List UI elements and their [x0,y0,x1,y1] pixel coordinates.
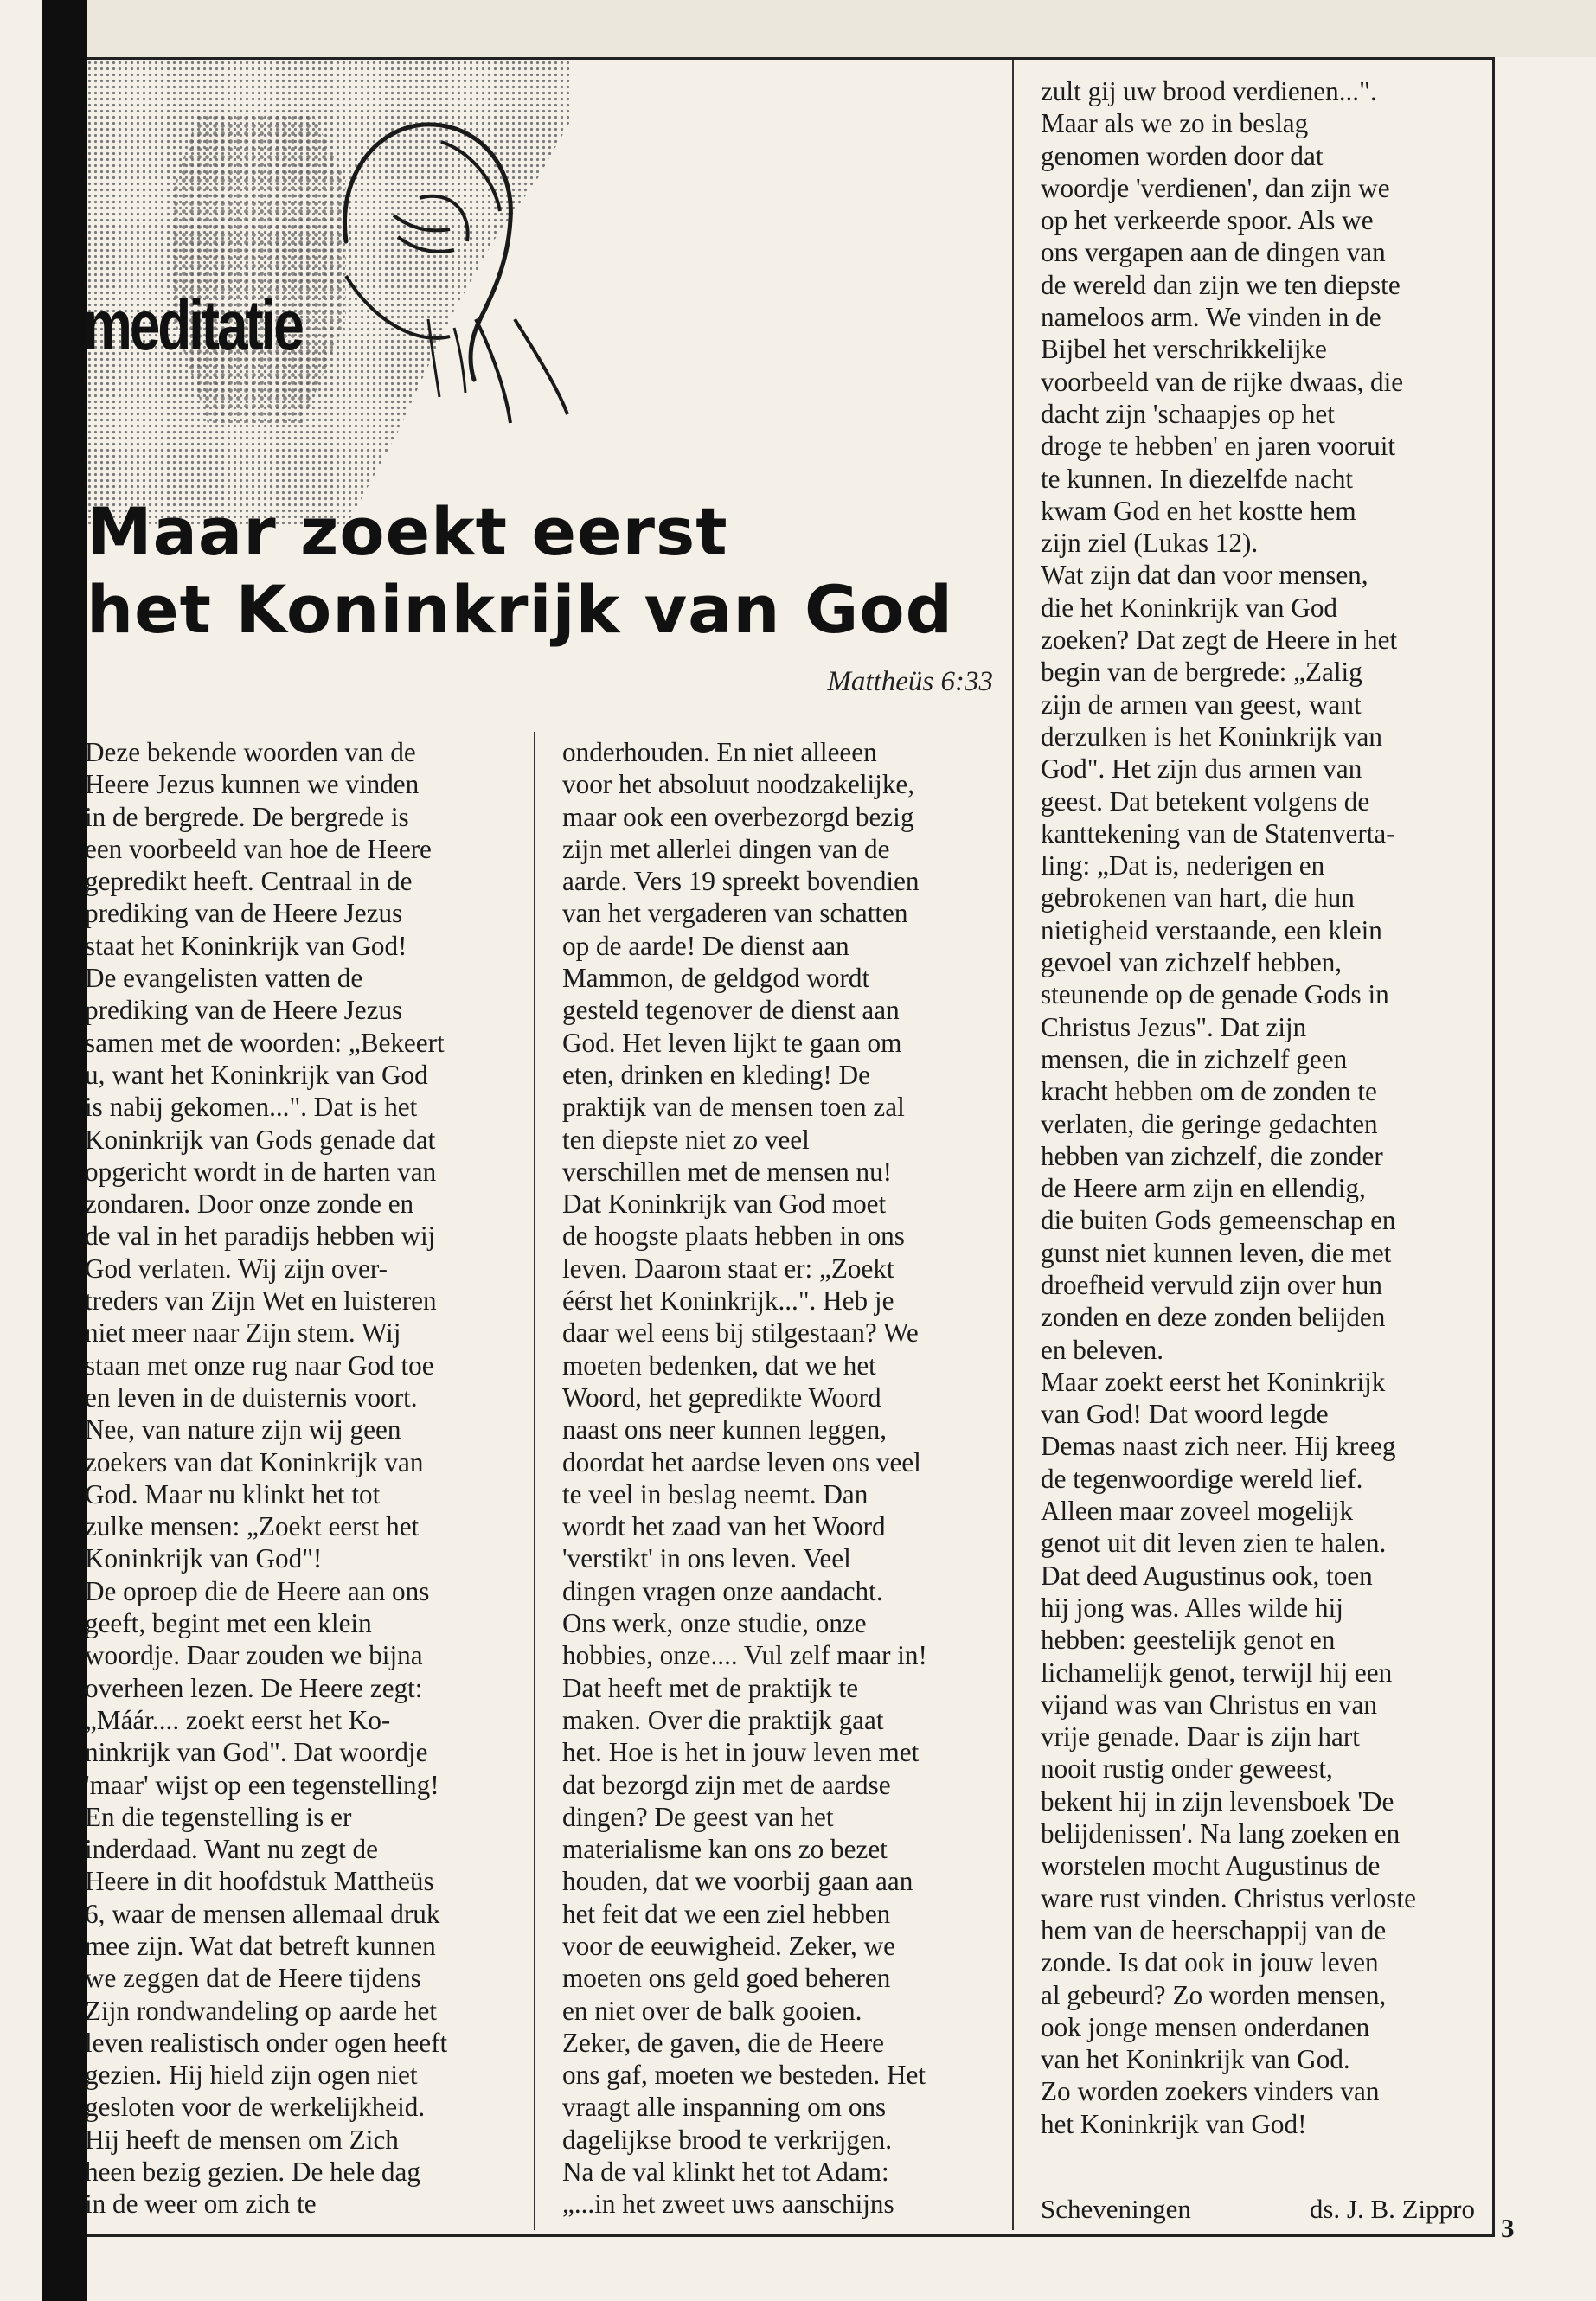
text-line: En die tegenstelling is er [85,1801,352,1832]
text-line: God. Het leven lijkt te gaan om [562,1027,902,1058]
article-title [87,493,1003,649]
paragraph [85,736,522,1575]
text-line: de hoogste plaats hebben in ons [562,1221,905,1252]
text-line: kanttekening van de Statenverta- [1041,817,1395,849]
text-line: Koninkrijk van God"! [85,1543,323,1574]
text-line: van God! Dat woord legde [1041,1399,1329,1430]
text-line: 'verstikt' in ons leven. Veel [562,1543,851,1574]
text-line: God verlaten. Wij zijn over- [85,1253,388,1284]
text-line: zonden en deze zonden belijden [1041,1302,1386,1333]
text-line: derzulken is het Koninkrijk van [1041,721,1382,752]
text-line: overheen lezen. De Heere zegt: [85,1672,423,1703]
text-line: wordt het zaad van het Woord [562,1511,886,1542]
text-line: zijn ziel (Lukas 12). [1041,528,1259,559]
text-column-3 [1041,75,1484,2140]
paragraph [85,1575,522,2221]
page-top-band [42,0,1596,57]
text-line: gebrokenen van hart, die hun [1041,882,1355,913]
text-line: maken. Over die praktijk gaat [562,1704,884,1735]
text-line: de Heere arm zijn en ellendig, [1041,1173,1366,1204]
text-line: Heere Jezus kunnen we vinden [85,769,420,800]
text-line: lichamelijk genot, terwijl hij een [1041,1657,1393,1688]
text-line: u, want het Koninkrijk van God [85,1059,428,1090]
text-column-2 [562,736,1003,2221]
text-line: hebben: geestelijk genot en [1041,1625,1336,1656]
text-line: hebben van zichzelf, die zonder [1041,1140,1383,1171]
text-line: mee zijn. Wat dat betreft kunnen [85,1930,436,1961]
text-line: daar wel eens bij stilgestaan? We [562,1317,919,1349]
text-line: ling: „Dat is, nederigen en [1041,850,1325,881]
article-title-line: het Koninkrijk van God [87,571,953,648]
text-line: Zo worden zoekers vinders van [1041,2076,1380,2107]
text-line: materialisme kan ons zo bezet [562,1834,888,1865]
text-line: dat bezorgd zijn met de aardse [562,1769,891,1800]
text-line: leven realistisch onder ogen heeft [85,2027,448,2058]
text-line: prediking van de Heere Jezus [85,995,403,1026]
text-line: Hij heeft de mensen om Zich [85,2124,399,2155]
text-line: inderdaad. Want nu zegt de [85,1834,378,1865]
text-line: De oproep die de Heere aan ons [85,1575,430,1606]
text-line: Zijn rondwandeling op aarde het [85,1995,438,2026]
text-line: gunst niet kunnen leven, die met [1041,1237,1392,1268]
text-line: woordje 'verdienen', dan zijn we [1041,172,1390,203]
text-line: Koninkrijk van Gods genade dat [85,1124,436,1155]
text-line: voorbeeld van de rijke dwaas, die [1041,366,1404,397]
text-line: gepredikt heeft. Centraal in de [85,866,413,897]
text-line: dacht zijn 'schaapjes op het [1041,398,1335,429]
text-line: leven. Daarom staat er: „Zoekt [562,1253,894,1284]
text-line: de val in het paradijs hebben wij [85,1221,436,1252]
article-title-line: Maar zoekt eerst [87,493,728,570]
text-line: God. Maar nu klinkt het tot [85,1478,381,1509]
text-line: opgericht wordt in de harten van [85,1156,437,1187]
text-line: bekent hij in zijn levensboek 'De [1041,1785,1394,1817]
text-line: het feit dat we een ziel hebben [562,1898,891,1929]
text-line: nietigheid verstaande, een klein [1041,914,1382,945]
text-line: van het Koninkrijk van God. [1041,2044,1350,2075]
text-line: ware rust vinden. Christus verloste [1041,1882,1416,1913]
text-line: staan met onze rug naar God toe [85,1349,434,1381]
text-line: vijand was van Christus en van [1041,1689,1377,1720]
text-line: ten diepste niet zo veel [562,1124,810,1155]
text-line: en leven in de duisternis voort. [85,1381,418,1413]
text-line: aarde. Vers 19 spreekt bovendien [562,866,920,897]
text-line: staat het Koninkrijk van God! [85,930,407,961]
text-line: zulke mensen: „Zoekt eerst het [85,1511,420,1542]
text-line: Demas naast zich neer. Hij kreeg [1041,1431,1396,1462]
text-line: zoekers van dat Koninkrijk van [85,1446,424,1477]
text-line: zijn met allerlei dingen van de [562,833,890,864]
text-line: houden, dat we voorbij gaan aan [562,1866,913,1897]
binding-edge [42,0,87,2301]
text-line: we zeggen dat de Heere tijdens [85,1963,421,1994]
text-line: 6, waar de mensen allemaal druk [85,1898,440,1929]
text-line: Zeker, de gaven, die de Heere [562,2027,884,2058]
text-line: „...in het zweet uws aanschijns [562,2189,894,2220]
text-line: Woord, het gepredikte Woord [562,1381,881,1413]
text-line: is nabij gekomen...". Dat is het [85,1092,418,1123]
text-line: die het Koninkrijk van God [1041,592,1338,623]
text-line: ninkrijk van God". Dat woordje [85,1737,428,1768]
text-line: hem van de heerschappij van de [1041,1914,1387,1945]
text-line: praktijk van de mensen toen zal [562,1092,905,1123]
text-line: eten, drinken en kleding! De [562,1059,870,1090]
text-line: Wat zijn dat dan voor mensen, [1041,560,1368,591]
text-line: dingen? De geest van het [562,1801,834,1832]
text-line: maar ook een overbezorgd bezig [562,801,914,832]
page-number: 3 [1501,2213,1515,2243]
text-line: belijdenissen'. Na lang zoeken en [1041,1818,1401,1849]
paragraph [1041,559,1484,1365]
text-line: steunende op de genade Gods in [1041,979,1389,1010]
text-line: verlaten, die geringe gedachten [1041,1108,1378,1139]
text-line: zult gij uw brood verdienen...". [1041,76,1377,106]
text-line: Maar als we zo in beslag [1041,108,1309,139]
text-line: die buiten Gods gemeenschap en [1041,1205,1396,1236]
text-line: worstelen mocht Augustinus de [1041,1850,1381,1881]
text-line: droge te hebben' en jaren vooruit [1041,431,1396,462]
text-line: Deze bekende woorden van de [85,737,416,767]
text-line: hij jong was. Alles wilde hij [1041,1592,1343,1623]
text-line: vrije genade. Daar is zijn hart [1041,1721,1360,1753]
text-line: en niet over de balk gooien. [562,1995,862,2026]
text-line: treders van Zijn Wet en luisteren [85,1285,437,1317]
text-line: ons gaf, moeten we besteden. Het [562,2060,926,2091]
text-line: het Koninkrijk van God! [1041,2108,1307,2139]
signature [1041,2194,1475,2225]
text-line: ons vergapen aan de dingen van [1041,237,1386,268]
text-line: dagelijkse brood te verkrijgen. [562,2124,893,2155]
text-line: God". Het zijn dus armen van [1041,753,1362,785]
text-line: op de aarde! De dienst aan [562,930,849,961]
text-line: gesteld tegenover de dienst aan [562,995,900,1026]
text-line: moeten bedenken, dat we het [562,1349,876,1381]
text-line: nameloos arm. We vinden in de [1041,302,1381,333]
text-line: en beleven. [1041,1334,1164,1365]
paragraph [562,736,1003,2221]
text-line: gevoel van zichzelf hebben, [1041,947,1343,978]
text-line: hobbies, onze.... Vul zelf maar in! [562,1640,927,1671]
text-line: geest. Dat betekent volgens de [1041,785,1370,817]
text-line: doordat het aardse leven ons veel [562,1446,921,1477]
paragraph [1041,1366,1484,2140]
text-line: prediking van de Heere Jezus [85,898,403,929]
text-line: de tegenwoordige wereld lief. [1041,1463,1363,1494]
text-line: Na de val klinkt het tot Adam: [562,2157,889,2188]
text-line: Maar zoekt eerst het Koninkrijk [1041,1366,1386,1397]
text-line: voor het absoluut noodzakelijke, [562,769,915,800]
text-line: in de bergrede. De bergrede is [85,801,409,832]
text-line: heen bezig gezien. De hele dag [85,2157,420,2188]
text-line: al gebeurd? Zo worden mensen, [1041,1979,1387,2010]
text-line: voor de eeuwigheid. Zeker, we [562,1930,895,1961]
text-line: samen met de woorden: „Bekeert [85,1027,445,1058]
text-line: van het vergaderen van schatten [562,898,908,929]
text-line: Heere in dit hoofdstuk Mattheüs [85,1866,434,1897]
text-line: éérst het Koninkrijk...". Heb je [562,1285,894,1317]
text-line: 'maar' wijst op een tegenstelling! [85,1769,439,1800]
text-line: vraagt alle inspanning om ons [562,2092,887,2123]
text-line: te veel in beslag neemt. Dan [562,1478,869,1509]
text-line: Ons werk, onze studie, onze [562,1608,867,1639]
text-line: Dat Koninkrijk van God moet [562,1189,887,1220]
text-line: dingen vragen onze aandacht. [562,1575,883,1606]
paragraph [1041,75,1484,559]
text-column-1 [85,736,522,2221]
text-line: De evangelisten vatten de [85,963,363,994]
text-line: genot uit dit leven zien te halen. [1041,1528,1387,1559]
text-line: een voorbeeld van hoe de Heere [85,833,432,864]
text-line: onderhouden. En niet alleeen [562,737,877,767]
text-line: Dat deed Augustinus ook, toen [1041,1560,1373,1591]
text-line: zondaren. Door onze zonde en [85,1189,414,1220]
column-divider [1012,60,1014,2230]
text-line: Mammon, de geldgod wordt [562,963,870,994]
text-line: woordje. Daar zouden we bijna [85,1640,423,1671]
text-line: kwam God en het kostte hem [1041,495,1356,526]
text-line: zoeken? Dat zegt de Heere in het [1041,625,1398,656]
text-line: „Máár.... zoekt eerst het Ko- [85,1704,391,1735]
bible-reference: Mattheüs 6:33 [827,666,993,697]
text-line: gesloten voor de werkelijkheid. [85,2092,426,2123]
text-line: Bijbel het verschrikkelijke [1041,334,1327,365]
text-line: in de weer om zich te [85,2189,317,2220]
signature-place: Scheveningen [1041,2194,1191,2224]
text-line: Dat heeft met de praktijk te [562,1672,859,1703]
text-line: moeten ons geld goed beheren [562,1963,891,1994]
text-line: Alleen maar zoveel mogelijk [1041,1496,1354,1527]
text-line: nooit rustig onder geweest, [1041,1753,1333,1785]
text-line: de wereld dan zijn we ten diepste [1041,269,1401,300]
text-line: ook jonge mensen onderdanen [1041,2011,1370,2042]
text-line: het. Hoe is het in jouw leven met [562,1737,920,1768]
text-line: zijn de armen van geest, want [1041,689,1362,720]
text-line: op het verkeerde spoor. Als we [1041,205,1374,236]
text-line: kracht hebben om de zonden te [1041,1076,1377,1107]
section-label: meditatie [83,286,302,365]
text-line: droefheid vervuld zijn over hun [1041,1269,1382,1300]
text-line: niet meer naar Zijn stem. Wij [85,1317,401,1349]
text-line: te kunnen. In diezelfde nacht [1041,463,1354,494]
signature-author: ds. J. B. Zippro [1309,2194,1475,2224]
text-line: verschillen met de mensen nu! [562,1156,893,1187]
text-line: Christus Jezus". Dat zijn [1041,1011,1307,1042]
text-line: mensen, die in zichzelf geen [1041,1043,1348,1074]
text-line: genomen worden door dat [1041,140,1324,171]
text-line: Nee, van nature zijn wij geen [85,1414,401,1445]
text-line: naast ons neer kunnen leggen, [562,1414,887,1445]
column-divider [534,732,535,2230]
text-line: gezien. Hij hield zijn ogen niet [85,2060,418,2091]
text-line: zonde. Is dat ook in jouw leven [1041,1947,1379,1978]
text-line: geeft, begint met een klein [85,1608,372,1639]
text-line: begin van de bergrede: „Zalig [1041,657,1362,688]
